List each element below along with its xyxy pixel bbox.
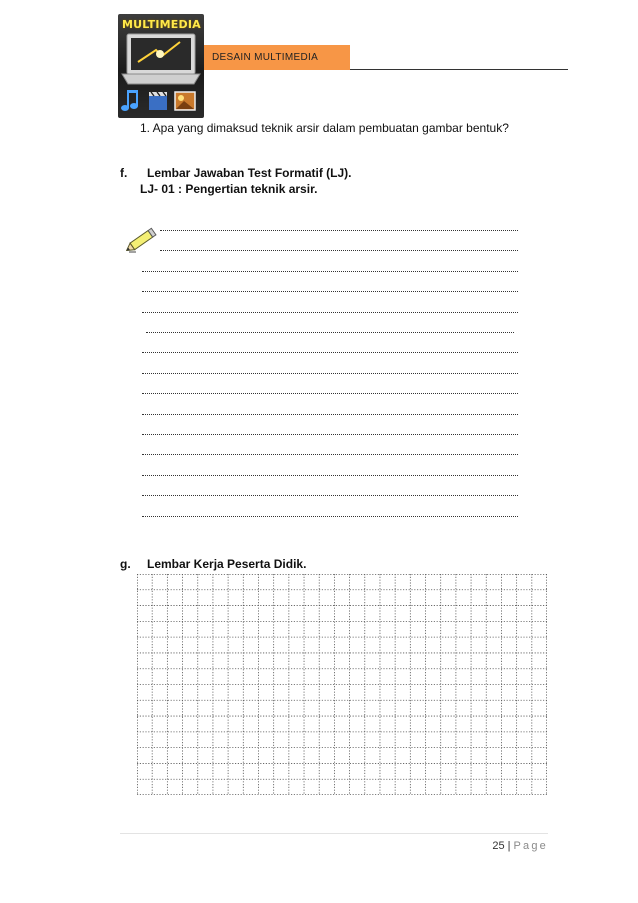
answer-line[interactable] <box>160 250 518 251</box>
pencil-icon <box>126 222 160 256</box>
answer-line[interactable] <box>142 352 518 353</box>
footer-rule <box>120 833 548 834</box>
answer-line[interactable] <box>142 454 518 455</box>
footer-separator: | <box>507 840 511 852</box>
section-f-subtitle: LJ- 01 : Pengertian teknik arsir. <box>140 182 318 196</box>
section-f-title: Lembar Jawaban Test Formatif (LJ). <box>147 166 352 180</box>
answer-line[interactable] <box>142 312 518 313</box>
page-word: Page <box>513 840 548 852</box>
answer-line[interactable] <box>160 230 518 231</box>
header-rule <box>350 69 568 70</box>
answer-line[interactable] <box>142 434 518 435</box>
answer-line[interactable] <box>142 414 518 415</box>
page-number: 25 <box>492 840 505 852</box>
worksheet-grid <box>137 574 547 795</box>
answer-line[interactable] <box>142 495 518 496</box>
logo-wordmark: MULTIMEDIA <box>122 18 201 31</box>
multimedia-logo <box>118 14 204 118</box>
answer-line[interactable] <box>142 393 518 394</box>
page-footer <box>470 840 548 852</box>
section-f-marker: f. <box>120 166 128 180</box>
answer-line[interactable] <box>142 271 518 272</box>
section-g-title: Lembar Kerja Peserta Didik. <box>147 557 307 571</box>
answer-line[interactable] <box>146 332 514 333</box>
answer-line[interactable] <box>142 475 518 476</box>
section-label: DESAIN MULTIMEDIA <box>204 45 350 70</box>
answer-line[interactable] <box>142 516 518 517</box>
question-text: 1. Apa yang dimaksud teknik arsir dalam pembuatan gambar bentuk? <box>140 121 509 135</box>
answer-line[interactable] <box>142 291 518 292</box>
section-g-marker: g. <box>120 557 131 571</box>
answer-line[interactable] <box>142 373 518 374</box>
